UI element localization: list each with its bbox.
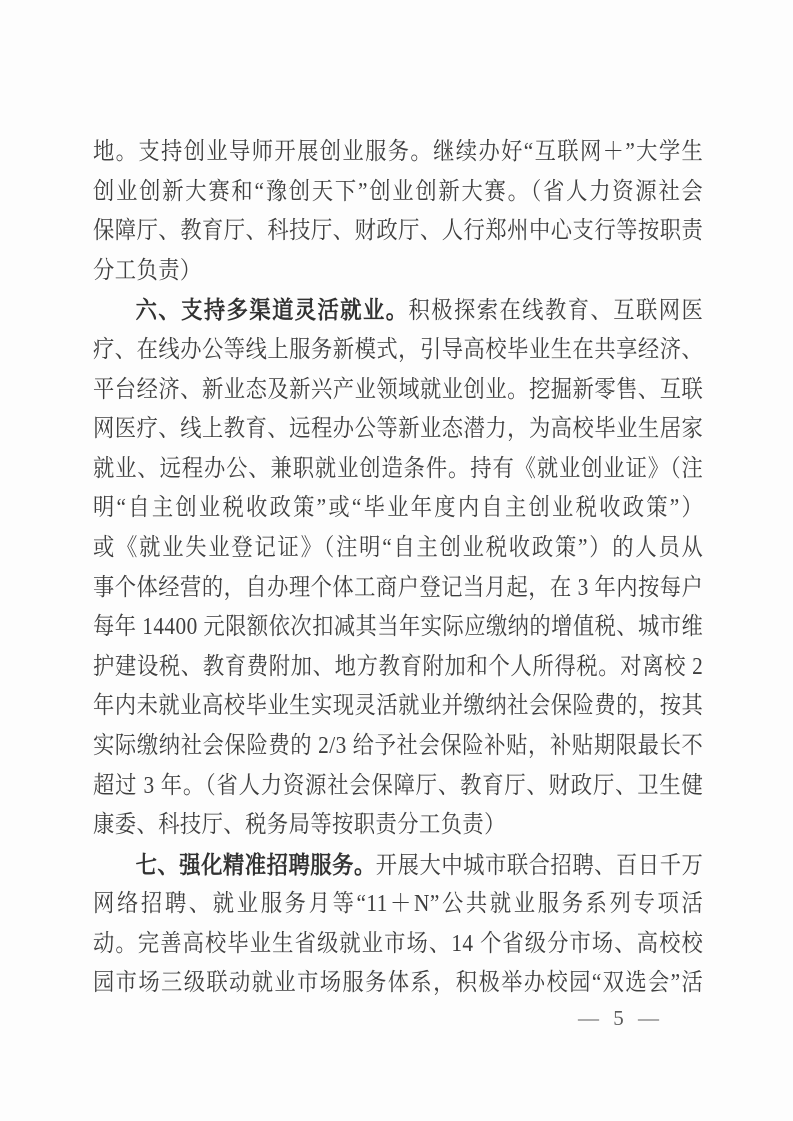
line-text: 超过 3 年。（省人力资源社会保障厅、教育厅、财政厅、卫生健: [93, 772, 704, 799]
section-7-heading-line: [93, 846, 703, 886]
document-body: [93, 133, 703, 1004]
line-text: 就业、远程办公、兼职就业创造条件。持有《就业创业证》（注: [93, 455, 704, 482]
text-line: [93, 608, 703, 648]
line-text: 实际缴纳社会保险费的 2/3 给予社会保险补贴，补贴期限最长不: [93, 732, 704, 759]
line-text: 或《就业失业登记证》（注明“自主创业税收政策”）的人员从: [93, 534, 704, 561]
line-text: 创业创新大赛和“豫创天下”创业创新大赛。（省人力资源社会: [93, 178, 704, 205]
text-line: [93, 133, 703, 173]
line-text: 分工负责）: [93, 257, 202, 284]
line-text: 园市场三级联动就业市场服务体系，积极举办校园“双选会”活: [93, 970, 704, 997]
line-text: 每年 14400 元限额依次扣减其当年实际应缴纳的增值税、城市维: [93, 614, 704, 641]
line-text: 开展大中城市联合招聘、百日千万: [375, 852, 704, 879]
text-line: [93, 964, 703, 1004]
line-text: 康委、科技厅、税务局等按职责分工负责）: [93, 812, 506, 839]
line-text: 地。支持创业导师开展创业服务。继续办好“互联网＋”大学生: [93, 139, 704, 165]
line-text: 积极探索在线教育、互联网医: [408, 298, 704, 325]
text-line: [93, 727, 703, 767]
line-text: 保障厅、教育厅、科技厅、财政厅、人行郑州中心支行等按职责: [93, 218, 704, 245]
line-text: 网医疗、线上教育、远程办公等新业态潜力，为高校毕业生居家: [93, 416, 704, 443]
line-text: 动。完善高校毕业生省级就业市场、14 个省级分市场、高校校: [93, 930, 704, 957]
text-line: [93, 410, 703, 450]
text-line: [93, 331, 703, 371]
text-line: [93, 767, 703, 807]
line-text: 护建设税、教育费附加、地方教育附加和个人所得税。对离校 2: [93, 653, 704, 680]
section-6-heading: 六、支持多渠道灵活就业。: [135, 297, 409, 325]
text-line: [93, 173, 703, 213]
text-line: [93, 648, 703, 688]
line-text: 年内未就业高校毕业生实现灵活就业并缴纳社会保险费的，按其: [93, 693, 704, 720]
text-line: [93, 925, 703, 965]
section-6-heading-line: [93, 291, 703, 331]
text-line: [93, 252, 703, 292]
section-7-heading: 七、强化精准招聘服务。: [135, 851, 376, 879]
text-line: [93, 885, 703, 925]
text-line: [93, 371, 703, 411]
line-text: 事个体经营的，自办理个体工商户登记当月起，在 3 年内按每户: [93, 574, 704, 601]
text-line: [93, 806, 703, 846]
text-line: [93, 450, 703, 490]
text-line: [93, 489, 703, 529]
text-line: [93, 212, 703, 252]
line-text: 明“自主创业税收政策”或“毕业年度内自主创业税收政策”）: [93, 495, 704, 522]
text-line: [93, 529, 703, 569]
line-text: 网络招聘、就业服务月等“11＋N”公共就业服务系列专项活: [93, 891, 704, 918]
text-line: [93, 569, 703, 609]
line-text: 疗、在线办公等线上服务新模式，引导高校毕业生在共享经济、: [93, 336, 704, 363]
page-number: — 5 —: [578, 1006, 660, 1030]
line-text: 平台经济、新业态及新兴产业领域就业创业。挖掘新零售、互联: [93, 376, 704, 403]
text-line: [93, 687, 703, 727]
